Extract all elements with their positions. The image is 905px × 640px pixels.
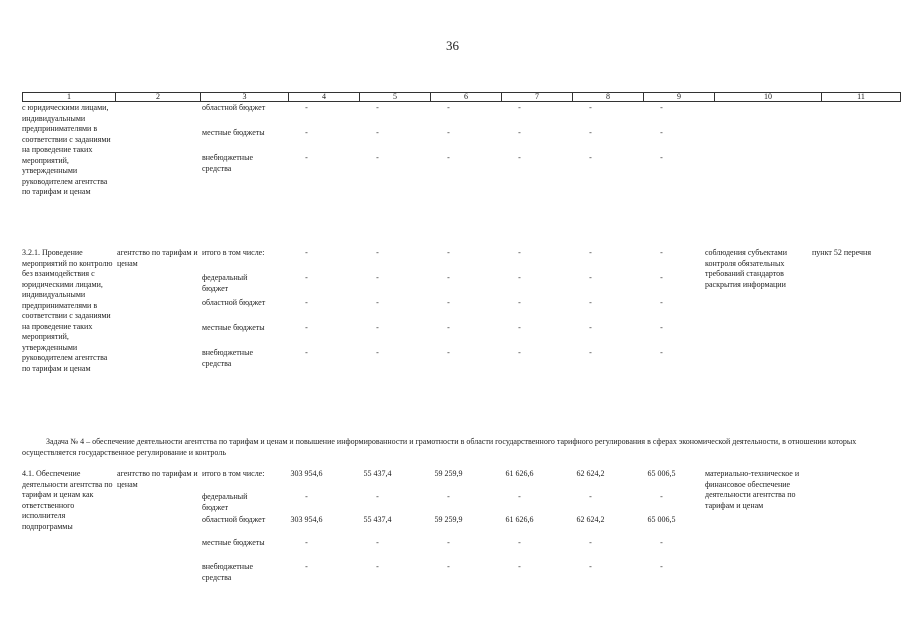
activity-block-3-2-1 xyxy=(22,248,886,428)
activity-description: 4.1. Обеспечение деятельности агентства по тарифам и ценам как ответственного исполнителя подпрограммы xyxy=(22,469,113,531)
funding-source-label: местные бюджеты xyxy=(202,323,265,332)
funding-value: - xyxy=(589,153,592,162)
funding-value: - xyxy=(305,153,308,162)
funding-value: - xyxy=(376,248,379,257)
funding-value: - xyxy=(447,273,450,282)
activity-description: 3.2.1. Проведение мероприятий по контролю без взаимодействия с юридическими лицами, индивидуальными предпринимателями в соответствии с заданиями на проведение таких мероприятий, утвержденными руководителем агентства по тарифам и ценам xyxy=(22,248,113,373)
funding-value: - xyxy=(518,248,521,257)
funding-value: - xyxy=(447,128,450,137)
funding-value: - xyxy=(518,348,521,357)
responsible-executor: агентство по тарифам и ценам xyxy=(117,248,198,268)
funding-value: - xyxy=(376,103,379,112)
funding-value: - xyxy=(376,273,379,282)
funding-value: - xyxy=(447,348,450,357)
funding-value: 65 006,5 xyxy=(647,469,676,478)
column-header: 5 xyxy=(360,93,431,102)
funding-value: - xyxy=(305,298,308,307)
funding-value: - xyxy=(589,103,592,112)
responsible-executor: агентство по тарифам и ценам xyxy=(117,469,198,489)
task-heading: Задача № 4 – обеспечение деятельности агентства по тарифам и ценам и повышение информированности и грамотности в области государственного тарифного регулирования в сферах экономической деятельности, в отношении которых осуществляется государственное регулирование и контроль xyxy=(22,437,857,457)
expected-result: соблюдения субъектами контроля обязательных требований стандартов раскрытия информации xyxy=(705,248,788,289)
funding-value: - xyxy=(447,538,450,547)
funding-value: - xyxy=(305,538,308,547)
funding-source-label: областной бюджет xyxy=(202,515,266,524)
funding-value: - xyxy=(376,538,379,547)
funding-value: 62 624,2 xyxy=(576,469,605,478)
funding-value: - xyxy=(305,323,308,332)
funding-value: 55 437,4 xyxy=(363,515,392,524)
funding-value: - xyxy=(376,298,379,307)
funding-value: - xyxy=(660,273,663,282)
funding-value: - xyxy=(660,538,663,547)
column-header: 7 xyxy=(502,93,573,102)
funding-value: - xyxy=(660,562,663,571)
funding-value: - xyxy=(305,562,308,571)
funding-value: - xyxy=(305,128,308,137)
funding-value: - xyxy=(518,562,521,571)
funding-value: - xyxy=(660,153,663,162)
funding-value: - xyxy=(376,323,379,332)
funding-value: - xyxy=(660,298,663,307)
funding-source-label: местные бюджеты xyxy=(202,128,265,137)
funding-value: - xyxy=(447,492,450,501)
funding-value: - xyxy=(447,562,450,571)
funding-source-label: областной бюджет xyxy=(202,103,266,112)
funding-value: - xyxy=(447,298,450,307)
page-number: 36 xyxy=(446,38,459,53)
funding-source-label: внебюджетные средства xyxy=(202,153,253,173)
funding-value: - xyxy=(376,348,379,357)
funding-value: 55 437,4 xyxy=(363,469,392,478)
funding-value: - xyxy=(589,128,592,137)
funding-value: - xyxy=(447,103,450,112)
funding-value: - xyxy=(518,273,521,282)
funding-value: 59 259,9 xyxy=(434,469,463,478)
funding-value: - xyxy=(589,348,592,357)
funding-value: - xyxy=(589,298,592,307)
funding-value: - xyxy=(518,103,521,112)
funding-source-label: внебюджетные средства xyxy=(202,562,253,582)
funding-value: - xyxy=(589,492,592,501)
funding-value: - xyxy=(305,248,308,257)
column-header: 10 xyxy=(715,93,822,102)
funding-value: 59 259,9 xyxy=(434,515,463,524)
reference: пункт 52 перечня xyxy=(812,248,872,257)
funding-value: - xyxy=(305,492,308,501)
funding-value: - xyxy=(447,248,450,257)
funding-value: - xyxy=(518,153,521,162)
funding-source-label: внебюджетные средства xyxy=(202,348,253,368)
expected-result: материально-техническое и финансовое обеспечение деятельности агентства по тарифам и ценам xyxy=(705,469,800,510)
funding-value: - xyxy=(305,348,308,357)
funding-value: - xyxy=(589,248,592,257)
funding-value: - xyxy=(660,492,663,501)
funding-value: - xyxy=(589,538,592,547)
funding-value: 61 626,6 xyxy=(505,515,534,524)
funding-source-label: областной бюджет xyxy=(202,298,266,307)
activity-description: с юридическими лицами, индивидуальными предпринимателями в соответствии с заданиями на проведение таких мероприятий, утвержденными руководителем агентства по тарифам и ценам xyxy=(22,103,111,196)
funding-value: - xyxy=(660,323,663,332)
funding-value: 303 954,6 xyxy=(290,469,323,478)
funding-value: - xyxy=(518,538,521,547)
column-header: 4 xyxy=(289,93,360,102)
funding-source-label: федеральный бюджет xyxy=(202,492,248,512)
funding-value: - xyxy=(447,153,450,162)
funding-value: - xyxy=(305,103,308,112)
funding-value: - xyxy=(376,492,379,501)
funding-value: 303 954,6 xyxy=(290,515,323,524)
funding-value: 62 624,2 xyxy=(576,515,605,524)
column-header: 3 xyxy=(201,93,289,102)
funding-value: 61 626,6 xyxy=(505,469,534,478)
funding-value: - xyxy=(376,128,379,137)
funding-value: - xyxy=(518,298,521,307)
funding-value: - xyxy=(518,492,521,501)
column-header: 2 xyxy=(116,93,201,102)
funding-value: - xyxy=(447,323,450,332)
funding-value: - xyxy=(589,323,592,332)
funding-value: - xyxy=(305,273,308,282)
funding-source-label: итого в том числе: xyxy=(202,248,265,257)
column-header: 6 xyxy=(431,93,502,102)
funding-source-label: итого в том числе: xyxy=(202,469,265,478)
funding-value: - xyxy=(518,323,521,332)
funding-value: - xyxy=(660,348,663,357)
funding-value: 65 006,5 xyxy=(647,515,676,524)
column-header: 11 xyxy=(822,93,901,102)
funding-value: - xyxy=(589,273,592,282)
column-header-row xyxy=(22,92,901,102)
funding-value: - xyxy=(376,562,379,571)
activity-block-continuation xyxy=(22,103,886,235)
funding-value: - xyxy=(589,562,592,571)
funding-value: - xyxy=(660,128,663,137)
activity-block-4-1 xyxy=(22,469,886,589)
column-header: 9 xyxy=(644,93,715,102)
funding-value: - xyxy=(518,128,521,137)
column-header: 1 xyxy=(23,93,116,102)
funding-value: - xyxy=(660,248,663,257)
funding-source-label: федеральный бюджет xyxy=(202,273,248,293)
funding-value: - xyxy=(376,153,379,162)
funding-source-label: местные бюджеты xyxy=(202,538,265,547)
column-header: 8 xyxy=(573,93,644,102)
funding-value: - xyxy=(660,103,663,112)
